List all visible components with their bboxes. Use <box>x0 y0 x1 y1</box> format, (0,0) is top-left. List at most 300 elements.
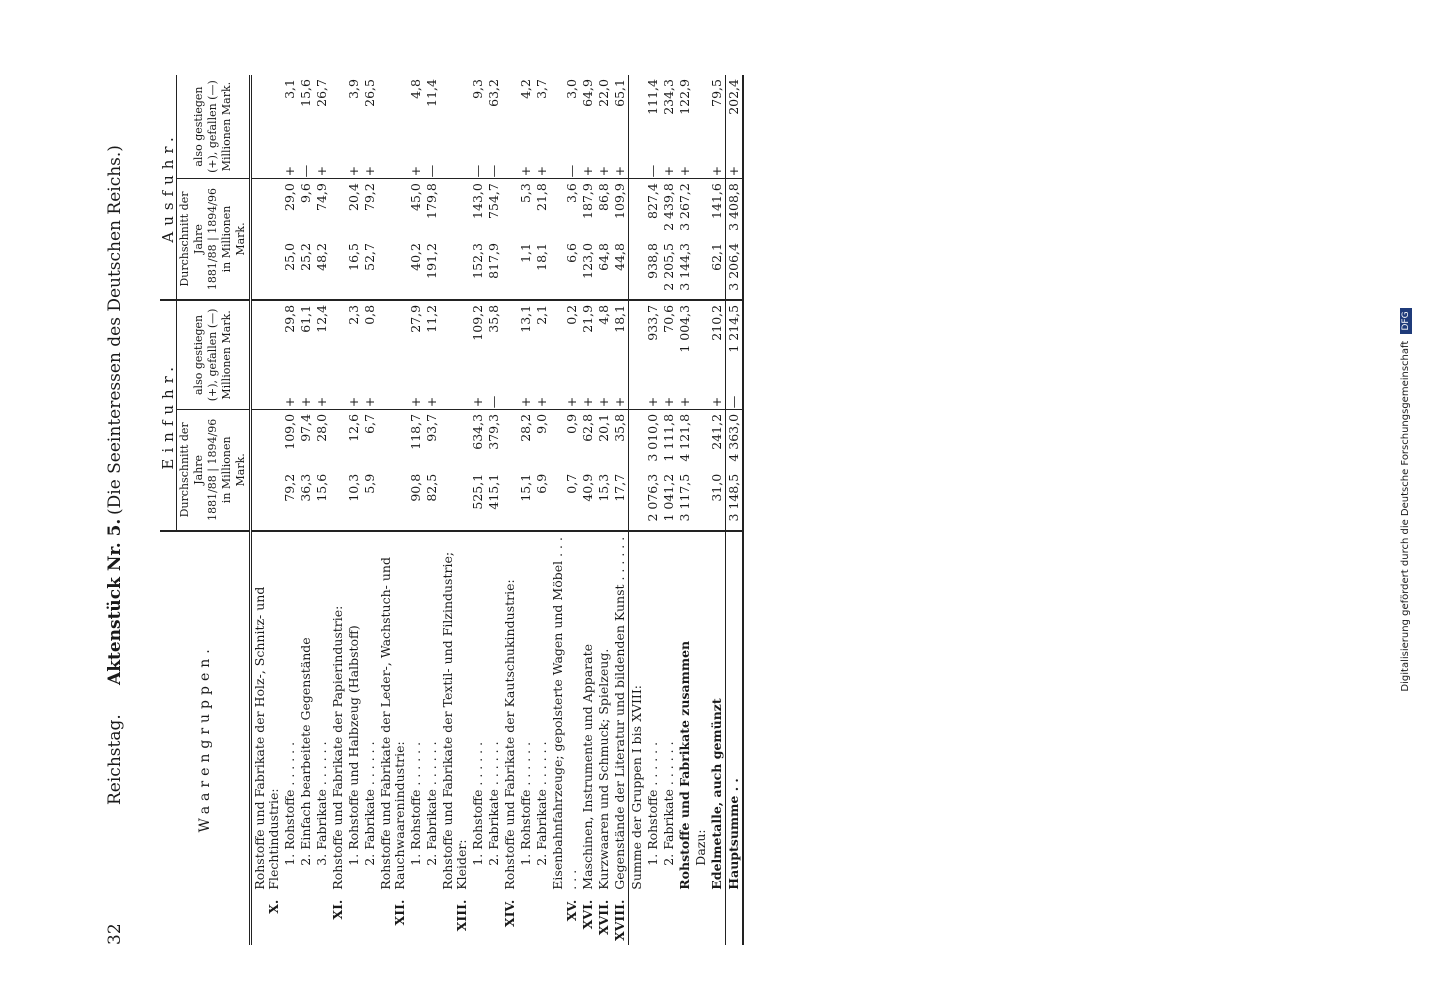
einfuhr-1894 <box>251 409 283 469</box>
ausfuhr-change: 65,1 <box>612 79 627 107</box>
einfuhr-sign: + <box>596 395 612 410</box>
ausfuhr-change: 3,1 <box>282 79 297 99</box>
ausfuhr-change: 3,7 <box>534 79 549 99</box>
row-label: Rohstoffe und Fabrikate der Kautschukindustrie: <box>502 579 517 890</box>
einfuhr-1881: 82,5 <box>424 470 440 531</box>
table-row <box>362 75 378 945</box>
table-row <box>251 75 283 945</box>
ausfuhr-1881 <box>502 239 518 300</box>
table-row <box>346 75 362 945</box>
ausfuhr-sign: + <box>314 164 330 179</box>
einfuhr-1894: 97,4 <box>298 413 313 442</box>
row-label: Summe der Gruppen I bis XVIII: <box>629 531 646 894</box>
ausfuhr-change: 122,9 <box>677 79 692 115</box>
einfuhr-1894: 20,1 <box>596 413 611 442</box>
table-row <box>612 75 629 945</box>
ausfuhr-sign: + <box>677 164 693 179</box>
einfuhr-1881 <box>378 470 408 531</box>
ausfuhr-sign: + <box>596 164 612 179</box>
table-row <box>580 75 596 945</box>
einfuhr-1881: 40,9 <box>580 470 596 531</box>
ausfuhr-1881: 64,8 <box>596 239 612 300</box>
einfuhr-1894 <box>440 409 470 469</box>
ausfuhr-change: 63,2 <box>486 79 501 107</box>
row-label: 2. Fabrikate . . . . . . <box>362 741 377 866</box>
sidenote-text: Digitalisierung gefördert durch die Deutsche Forschungsgemeinschaft <box>1400 340 1411 692</box>
ausfuhr-sign: + <box>282 164 298 179</box>
table-row <box>502 75 518 945</box>
einfuhr-change <box>440 300 470 395</box>
einfuhr-change: 61,1 <box>298 304 313 333</box>
einfuhr-sign: + <box>282 395 298 410</box>
einfuhr-1881: 31,0 <box>709 470 726 531</box>
einfuhr-change: 2,1 <box>534 304 549 325</box>
ausfuhr-sign <box>502 164 518 179</box>
einfuhr-change-header <box>177 300 251 410</box>
einfuhr-sign: + <box>677 395 693 410</box>
einfuhr-sign: + <box>362 395 378 410</box>
ausfuhr-1894: 754,7 <box>486 183 501 219</box>
einfuhr-change <box>251 300 283 395</box>
group-roman <box>726 894 744 945</box>
group-roman: XII. <box>392 899 407 926</box>
ausfuhr-change: 26,5 <box>362 79 377 107</box>
einfuhr-header: Einfuhr. <box>160 300 177 531</box>
einfuhr-change <box>378 300 408 395</box>
ausfuhr-1881 <box>330 239 346 300</box>
ausfuhr-1881: 191,2 <box>424 239 440 300</box>
row-label: Maschinen, Instrumente und Apparate <box>580 643 595 890</box>
einfuhr-change: 70,6 <box>661 304 676 333</box>
einfuhr-1881 <box>693 470 709 531</box>
col-avg: Durchschnitt der Jahre <box>178 191 205 287</box>
ausfuhr-1881: 3 206,4 <box>726 239 744 300</box>
ausfuhr-1894: 45,0 <box>408 183 423 211</box>
ausfuhr-1894: 86,8 <box>596 183 611 211</box>
ausfuhr-1894: 109,9 <box>612 183 627 219</box>
ausfuhr-sign: + <box>612 164 629 179</box>
ausfuhr-1881: 48,2 <box>314 239 330 300</box>
einfuhr-change: 933,7 <box>645 304 660 341</box>
einfuhr-1894 <box>378 409 408 469</box>
einfuhr-1894: 9,0 <box>534 413 549 434</box>
ausfuhr-change: 4,2 <box>518 79 533 99</box>
ausfuhr-change: 26,7 <box>314 79 329 107</box>
einfuhr-change: 4,8 <box>596 304 611 325</box>
einfuhr-change: 1 004,3 <box>677 304 692 353</box>
row-label: 2. Fabrikate . . . . . . <box>424 741 439 866</box>
einfuhr-1894: 4 363,0 <box>726 409 744 469</box>
einfuhr-1881 <box>330 470 346 531</box>
einfuhr-change: 18,1 <box>612 304 627 333</box>
ausfuhr-1881: 18,1 <box>534 239 550 300</box>
einfuhr-sign: + <box>314 395 330 410</box>
ausfuhr-change <box>440 75 470 164</box>
ausfuhr-1894 <box>693 179 709 239</box>
ausfuhr-1881: 938,8 <box>645 239 661 300</box>
ausfuhr-1881: 152,3 <box>470 239 486 300</box>
ausfuhr-sign: + <box>726 164 744 179</box>
einfuhr-1881 <box>502 470 518 531</box>
einfuhr-change <box>502 300 518 395</box>
table-row <box>534 75 550 945</box>
ausfuhr-sign <box>693 164 709 179</box>
group-roman: XV. <box>564 899 579 922</box>
row-label: Rohstoffe und Fabrikate der Papierindustrie: <box>330 605 345 890</box>
table-row <box>518 75 534 945</box>
ausfuhr-1894: 3,6 <box>564 183 579 204</box>
ausfuhr-sign: + <box>362 164 378 179</box>
ausfuhr-1894 <box>378 179 408 239</box>
einfuhr-1894 <box>693 409 709 469</box>
einfuhr-1881: 17,7 <box>612 470 629 531</box>
row-label: 1. Rohstoffe . . . . . . <box>282 741 297 866</box>
group-roman <box>486 894 502 945</box>
table-row <box>424 75 440 945</box>
group-roman <box>518 894 534 945</box>
group-roman <box>661 894 677 945</box>
table-row <box>709 75 726 945</box>
ausfuhr-1894 <box>440 179 470 239</box>
table-row <box>486 75 502 945</box>
ausfuhr-sign <box>378 164 408 179</box>
ausfuhr-sign: — <box>424 164 439 178</box>
ausfuhr-sign <box>330 164 346 179</box>
einfuhr-1881: 0,7 <box>550 470 580 531</box>
ausfuhr-1881 <box>251 239 283 300</box>
row-label: Rohstoffe und Fabrikate der Holz-, Schnitz- und Flechtindustrie: <box>252 586 281 890</box>
table-row <box>378 75 408 945</box>
einfuhr-sign: — <box>486 395 501 409</box>
table-row <box>693 75 709 945</box>
ausfuhr-sign: — <box>486 164 501 178</box>
ausfuhr-sign: + <box>346 164 362 179</box>
einfuhr-change <box>693 300 709 395</box>
einfuhr-1894: 3 010,0 <box>645 413 660 462</box>
ausfuhr-sign: + <box>408 164 424 179</box>
group-roman <box>629 894 646 945</box>
einfuhr-sign: + <box>518 395 534 410</box>
ausfuhr-1894: 2 439,8 <box>661 183 676 231</box>
ausfuhr-sign: — <box>550 164 580 179</box>
ausfuhr-1894: 5,3 <box>518 183 533 204</box>
ausfuhr-sign <box>629 164 646 179</box>
table-row <box>298 75 314 945</box>
group-roman <box>424 894 440 945</box>
ausfuhr-1881: 817,9 <box>486 239 502 300</box>
ausfuhr-1881: 2 205,5 <box>661 239 677 300</box>
doc-title: Aktenstück Nr. 5. <box>105 518 125 685</box>
row-label: Dazu: <box>693 829 708 866</box>
ausfuhr-1881 <box>693 239 709 300</box>
einfuhr-1881: 3 148,5 <box>726 470 744 531</box>
table-row <box>661 75 677 945</box>
table-row <box>726 75 744 945</box>
einfuhr-sign: + <box>424 395 440 410</box>
einfuhr-change <box>629 300 646 395</box>
einfuhr-1894: 634,3 <box>470 413 485 450</box>
einfuhr-1894: 118,7 <box>408 413 423 450</box>
group-roman <box>709 894 726 945</box>
group-roman: XVII. <box>596 899 611 936</box>
einfuhr-sign: + <box>709 395 726 410</box>
ausfuhr-sign <box>440 164 470 179</box>
ausfuhr-change-header <box>177 75 251 179</box>
row-label: 2. Einfach bearbeitete Gegenstände <box>298 637 313 866</box>
ausfuhr-1894 <box>629 179 646 239</box>
page-header <box>105 20 135 945</box>
einfuhr-1894: 6,7 <box>362 413 377 434</box>
doc-subtitle: (Die Seeinteressen des Deutschen Reichs.) <box>105 145 125 515</box>
ausfuhr-1881: 6,6 <box>550 239 580 300</box>
einfuhr-1881: 90,8 <box>408 470 424 531</box>
row-label: Rohstoffe und Fabrikate der Textil- und Filzindustrie; Kleider: <box>440 551 469 890</box>
group-roman <box>645 894 661 945</box>
group-roman: XVI. <box>580 899 595 930</box>
einfuhr-1894 <box>629 409 646 469</box>
row-label: Rohstoffe und Fabrikate der Leder-, Wachstuch- und Rauchwaarenindustrie: <box>378 557 407 890</box>
group-roman <box>470 894 486 945</box>
einfuhr-change: 2,3 <box>346 304 361 325</box>
table-row <box>645 75 661 945</box>
einfuhr-1881 <box>251 470 283 531</box>
einfuhr-sign <box>330 395 346 410</box>
einfuhr-sign <box>502 395 518 410</box>
row-label: 2. Fabrikate . . . . . . <box>486 741 501 866</box>
einfuhr-1881: 5,9 <box>362 470 378 531</box>
einfuhr-sign: + <box>612 395 629 410</box>
ausfuhr-1894 <box>502 179 518 239</box>
einfuhr-1894: 0,9 <box>564 413 579 434</box>
ausfuhr-change <box>251 75 283 164</box>
dfg-logo: DFG <box>1400 308 1412 333</box>
ausfuhr-1894: 187,9 <box>580 183 595 219</box>
table-row <box>470 75 486 945</box>
einfuhr-1881: 2 076,3 <box>645 470 661 531</box>
einfuhr-change: 11,2 <box>424 304 439 333</box>
einfuhr-1881: 36,3 <box>298 470 314 531</box>
ausfuhr-sign: + <box>534 164 550 179</box>
ausfuhr-1881: 40,2 <box>408 239 424 300</box>
ausfuhr-1894: 179,8 <box>424 183 439 219</box>
ausfuhr-change: 3,9 <box>346 79 361 99</box>
table-row <box>314 75 330 945</box>
col-mark: Mark. <box>234 453 247 487</box>
left-title: Reichstag. <box>105 714 125 805</box>
einfuhr-1881: 15,1 <box>518 470 534 531</box>
row-label: 2. Fabrikate . . . . . . <box>534 741 549 866</box>
ausfuhr-change: 15,6 <box>298 79 313 107</box>
einfuhr-1894: 93,7 <box>424 413 439 442</box>
ausfuhr-1894: 143,0 <box>470 183 485 219</box>
einfuhr-sign <box>251 395 283 410</box>
table-row <box>440 75 470 945</box>
group-roman: XI. <box>330 899 345 920</box>
ausfuhr-sign <box>251 164 283 179</box>
einfuhr-sign: + <box>298 395 314 410</box>
ausfuhr-sign: — <box>645 164 660 178</box>
row-label: Hauptsumme . . <box>726 531 744 894</box>
einfuhr-change: 1 214,5 <box>726 300 744 395</box>
ausfuhr-sign: — <box>298 164 313 178</box>
group-roman: X. <box>266 899 281 914</box>
einfuhr-change: 35,8 <box>486 304 501 333</box>
table-row <box>629 75 646 945</box>
ausfuhr-1881: 52,7 <box>362 239 378 300</box>
ausfuhr-1894: 21,8 <box>534 183 549 211</box>
einfuhr-sign: + <box>534 395 550 410</box>
einfuhr-change: 12,4 <box>314 304 329 333</box>
col-1881: 1881/88 <box>206 475 219 521</box>
ausfuhr-change <box>502 75 518 164</box>
group-roman <box>314 894 330 945</box>
ausfuhr-1881 <box>378 239 408 300</box>
einfuhr-1881 <box>440 470 470 531</box>
group-roman <box>282 894 298 945</box>
ausfuhr-1894: 3 267,2 <box>677 183 692 231</box>
einfuhr-1894: 28,2 <box>518 413 533 442</box>
einfuhr-sign: + <box>645 395 661 410</box>
ausfuhr-change: 202,4 <box>726 75 744 164</box>
ausfuhr-1881 <box>440 239 470 300</box>
row-label: 1. Rohstoffe und Halbzeug (Halbstoff) <box>346 625 361 866</box>
table-row <box>596 75 612 945</box>
ausfuhr-header: Ausfuhr. <box>160 75 177 300</box>
einfuhr-change: 0,8 <box>362 304 377 325</box>
ausfuhr-1881: 3 144,3 <box>677 239 693 300</box>
einfuhr-1881: 10,3 <box>346 470 362 531</box>
ausfuhr-1894: 9,6 <box>298 183 313 204</box>
ausfuhr-change <box>629 75 646 164</box>
einfuhr-sign <box>693 395 709 410</box>
table-row <box>330 75 346 945</box>
ausfuhr-1881: 25,0 <box>282 239 298 300</box>
ausfuhr-avg-header: Durchschnitt der Jahre 1881/88 | 1894/96 in Millionen Mark. <box>177 179 251 300</box>
einfuhr-sign: + <box>661 395 677 410</box>
ausfuhr-1881 <box>629 239 646 300</box>
einfuhr-change: 27,9 <box>408 304 423 333</box>
einfuhr-1894: 62,8 <box>580 413 595 442</box>
ausfuhr-1881: 123,0 <box>580 239 596 300</box>
ausfuhr-change: 234,3 <box>661 79 676 115</box>
groups-header: Waarengruppen. <box>160 531 251 945</box>
group-roman <box>534 894 550 945</box>
einfuhr-sign: + <box>470 395 486 410</box>
ausfuhr-change: 3,0 <box>564 79 579 99</box>
group-roman: XIV. <box>502 899 517 928</box>
group-roman <box>362 894 378 945</box>
row-label: 1. Rohstoffe . . . . . . <box>645 741 660 866</box>
ausfuhr-change: 4,8 <box>408 79 423 99</box>
col-1894: 1894/96 <box>206 418 219 465</box>
ausfuhr-1881: 16,5 <box>346 239 362 300</box>
ausfuhr-1894: 79,2 <box>362 183 377 211</box>
einfuhr-avg-header: Durchschnitt der Jahre 1881/88 | 1894/96 in Millionen Mark. <box>177 409 251 530</box>
einfuhr-1881: 3 117,5 <box>677 470 693 531</box>
col-unit: in Millionen <box>220 205 233 273</box>
einfuhr-1881: 79,2 <box>282 470 298 531</box>
row-label: Edelmetalle, auch gemünzt <box>709 698 724 890</box>
ausfuhr-1894: 20,4 <box>346 183 361 211</box>
ausfuhr-change: 64,9 <box>580 79 595 107</box>
einfuhr-1894: 379,3 <box>486 413 501 450</box>
col-1894: 1894/96 <box>206 187 219 234</box>
col-change: also gestiegen (+), gefallen (—) <box>192 308 219 402</box>
row-label: Gegenstände der Literatur und bildenden Kunst . . . . . . <box>612 536 627 890</box>
col-1881: 1881/88 <box>206 244 219 291</box>
group-roman <box>677 894 693 945</box>
group-roman <box>298 894 314 945</box>
einfuhr-sign: + <box>346 395 362 410</box>
einfuhr-1894: 109,0 <box>282 413 297 450</box>
einfuhr-sign: + <box>408 395 424 410</box>
ausfuhr-change: 111,4 <box>645 79 660 115</box>
ausfuhr-change: 22,0 <box>596 79 611 107</box>
group-roman: XIII. <box>454 899 469 932</box>
ausfuhr-change: 11,4 <box>424 79 439 107</box>
einfuhr-change: 0,2 <box>564 304 579 325</box>
table-row <box>408 75 424 945</box>
table-row <box>282 75 298 945</box>
ausfuhr-sign: + <box>661 164 677 179</box>
ausfuhr-1881: 62,1 <box>709 239 726 300</box>
ausfuhr-change <box>693 75 709 164</box>
ausfuhr-1894: 29,0 <box>282 183 297 211</box>
einfuhr-change: 29,8 <box>282 304 297 333</box>
group-roman: XVIII. <box>612 899 627 941</box>
ausfuhr-change: 79,5 <box>709 79 724 107</box>
einfuhr-sign <box>629 395 646 410</box>
einfuhr-1894: 28,0 <box>314 413 329 442</box>
col-change: also gestiegen (+), gefallen (—) <box>192 80 219 173</box>
ausfuhr-1894: 141,6 <box>709 183 724 219</box>
ausfuhr-sign: + <box>580 164 596 179</box>
col-mark: Mark. <box>234 222 247 256</box>
einfuhr-1894: 241,2 <box>709 413 724 450</box>
col-avg: Durchschnitt der Jahre <box>178 422 205 518</box>
einfuhr-1881: 6,9 <box>534 470 550 531</box>
einfuhr-1881: 415,1 <box>486 470 502 531</box>
einfuhr-1894: 4 121,8 <box>677 413 692 462</box>
ausfuhr-1881: 44,8 <box>612 239 629 300</box>
einfuhr-1881 <box>629 470 646 531</box>
einfuhr-change: 21,9 <box>580 304 595 333</box>
einfuhr-1894 <box>502 409 518 469</box>
ausfuhr-1894: 3 408,8 <box>726 179 744 239</box>
table-row <box>677 75 693 945</box>
ausfuhr-1881: 1,1 <box>518 239 534 300</box>
row-label: 1. Rohstoffe . . . . . . <box>408 741 423 866</box>
ausfuhr-1894 <box>330 179 346 239</box>
ausfuhr-sign: + <box>709 164 726 179</box>
einfuhr-sign <box>378 395 408 410</box>
col-change-unit: Millionen Mark. <box>220 310 233 400</box>
ausfuhr-1894 <box>251 179 283 239</box>
col-unit: in Millionen <box>220 436 233 504</box>
ausfuhr-change <box>378 75 408 164</box>
einfuhr-change: 109,2 <box>470 304 485 341</box>
einfuhr-1894 <box>330 409 346 469</box>
row-label: 2. Fabrikate . . . . . . <box>661 741 676 866</box>
einfuhr-1881: 525,1 <box>470 470 486 531</box>
einfuhr-1894: 1 111,8 <box>661 413 676 462</box>
einfuhr-1881: 15,6 <box>314 470 330 531</box>
ausfuhr-sign: — <box>470 164 485 178</box>
row-label: Rohstoffe und Fabrikate zusammen <box>677 640 692 890</box>
einfuhr-1881: 1 041,2 <box>661 470 677 531</box>
einfuhr-sign: — <box>726 395 741 409</box>
row-label: Eisenbahnfahrzeuge; gepolsterte Wagen und Möbel . . . . . . <box>550 537 579 890</box>
